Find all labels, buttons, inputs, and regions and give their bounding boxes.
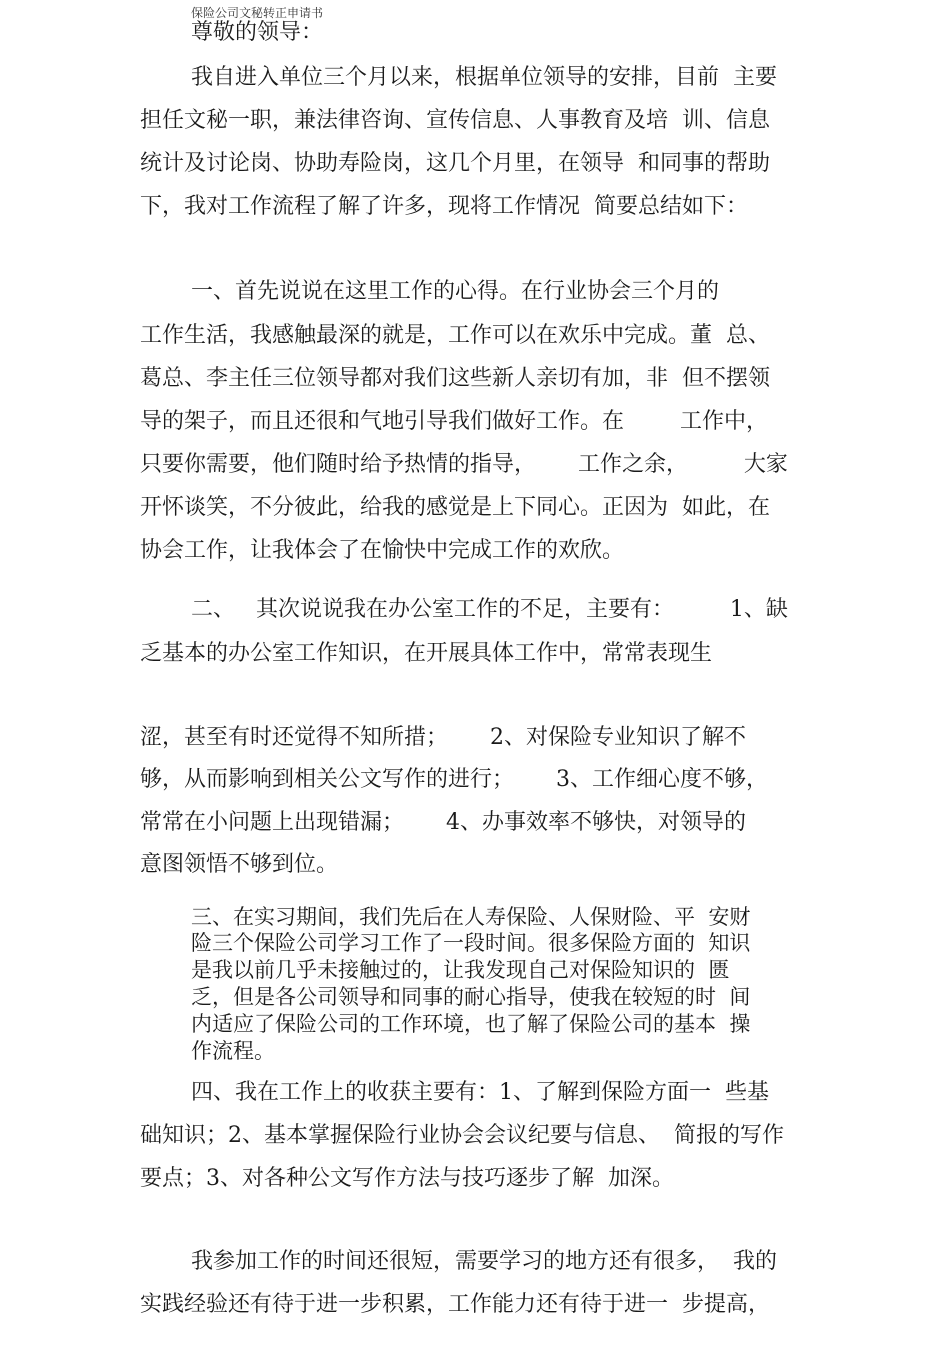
text-line: 工作生活，我感触最深的就是，工作可以在欢乐中完成。董 总、 <box>140 323 770 348</box>
text-line: 下，我对工作流程了解了许多，现将工作情况 简要总结如下： <box>140 194 748 219</box>
text-line: 担任文秘一职，兼法律咨询、宣传信息、人事教育及培 训、信息 <box>140 108 770 133</box>
text-line: 三、在实习期间，我们先后在人寿保险、人保财险、平 安财 <box>191 905 751 929</box>
text-line: 础知识；2、基本掌握保险行业协会会议纪要与信息、 简报的写作 <box>140 1123 784 1148</box>
text-line: 我自进入单位三个月以来，根据单位领导的安排，目前 主要 <box>191 65 777 90</box>
text-line: 是我以前几乎未接触过的，让我发现自己对保险知识的 匮 <box>191 958 730 982</box>
text-line: 我参加工作的时间还很短，需要学习的地方还有很多， 我的 <box>191 1249 777 1274</box>
text-line: 内适应了保险公司的工作环境，也了解了保险公司的基本 操 <box>191 1012 751 1036</box>
text-line: 只要你需要，他们随时给予热情的指导， 工作之余， 大家 <box>140 452 788 477</box>
text-line: 实践经验还有待于进一步积累，工作能力还有待于进一 步提高， <box>140 1292 770 1317</box>
salutation: 尊敬的领导： <box>191 20 324 45</box>
text-line: 作流程。 <box>191 1039 275 1063</box>
text-line: 一、首先说说在这里工作的心得。在行业协会三个月的 <box>191 279 720 304</box>
page-header: 保险公司文秘转正申请书 <box>191 6 324 20</box>
text-line: 乏基本的办公室工作知识，在开展具体工作中，常常表现生 <box>140 641 713 666</box>
text-line: 导的架子，而且还很和气地引导我们做好工作。在 工作中， <box>140 409 768 434</box>
text-line: 协会工作，让我体会了在愉快中完成工作的欢欣。 <box>140 538 625 563</box>
text-line: 乏，但是各公司领导和同事的耐心指导，使我在较短的时 间 <box>191 985 751 1009</box>
text-line: 统计及讨论岗、协助寿险岗，这几个月里，在领导 和同事的帮助 <box>140 151 770 176</box>
text-line: 开怀谈笑，不分彼此，给我的感觉是上下同心。正因为 如此，在 <box>140 495 770 520</box>
text-line: 意图领悟不够到位。 <box>140 852 339 877</box>
text-line: 葛总、李主任三位领导都对我们这些新人亲切有加，非 但不摆领 <box>140 366 770 391</box>
text-line: 涩，甚至有时还觉得不知所措； 2、对保险专业知识了解不 <box>140 725 746 750</box>
text-line: 常常在小问题上出现错漏； 4、办事效率不够快，对领导的 <box>140 810 746 835</box>
text-line: 四、我在工作上的收获主要有：1、了解到保险方面一 些基 <box>191 1080 769 1105</box>
text-line: 二、 其次说说我在办公室工作的不足，主要有： 1、缺 <box>191 597 788 622</box>
text-line: 够，从而影响到相关公文写作的进行； 3、工作细心度不够， <box>140 767 768 792</box>
text-line: 险三个保险公司学习工作了一段时间。很多保险方面的 知识 <box>191 931 751 955</box>
text-line: 要点；3、对各种公文写作方法与技巧逐步了解 加深。 <box>140 1166 674 1191</box>
